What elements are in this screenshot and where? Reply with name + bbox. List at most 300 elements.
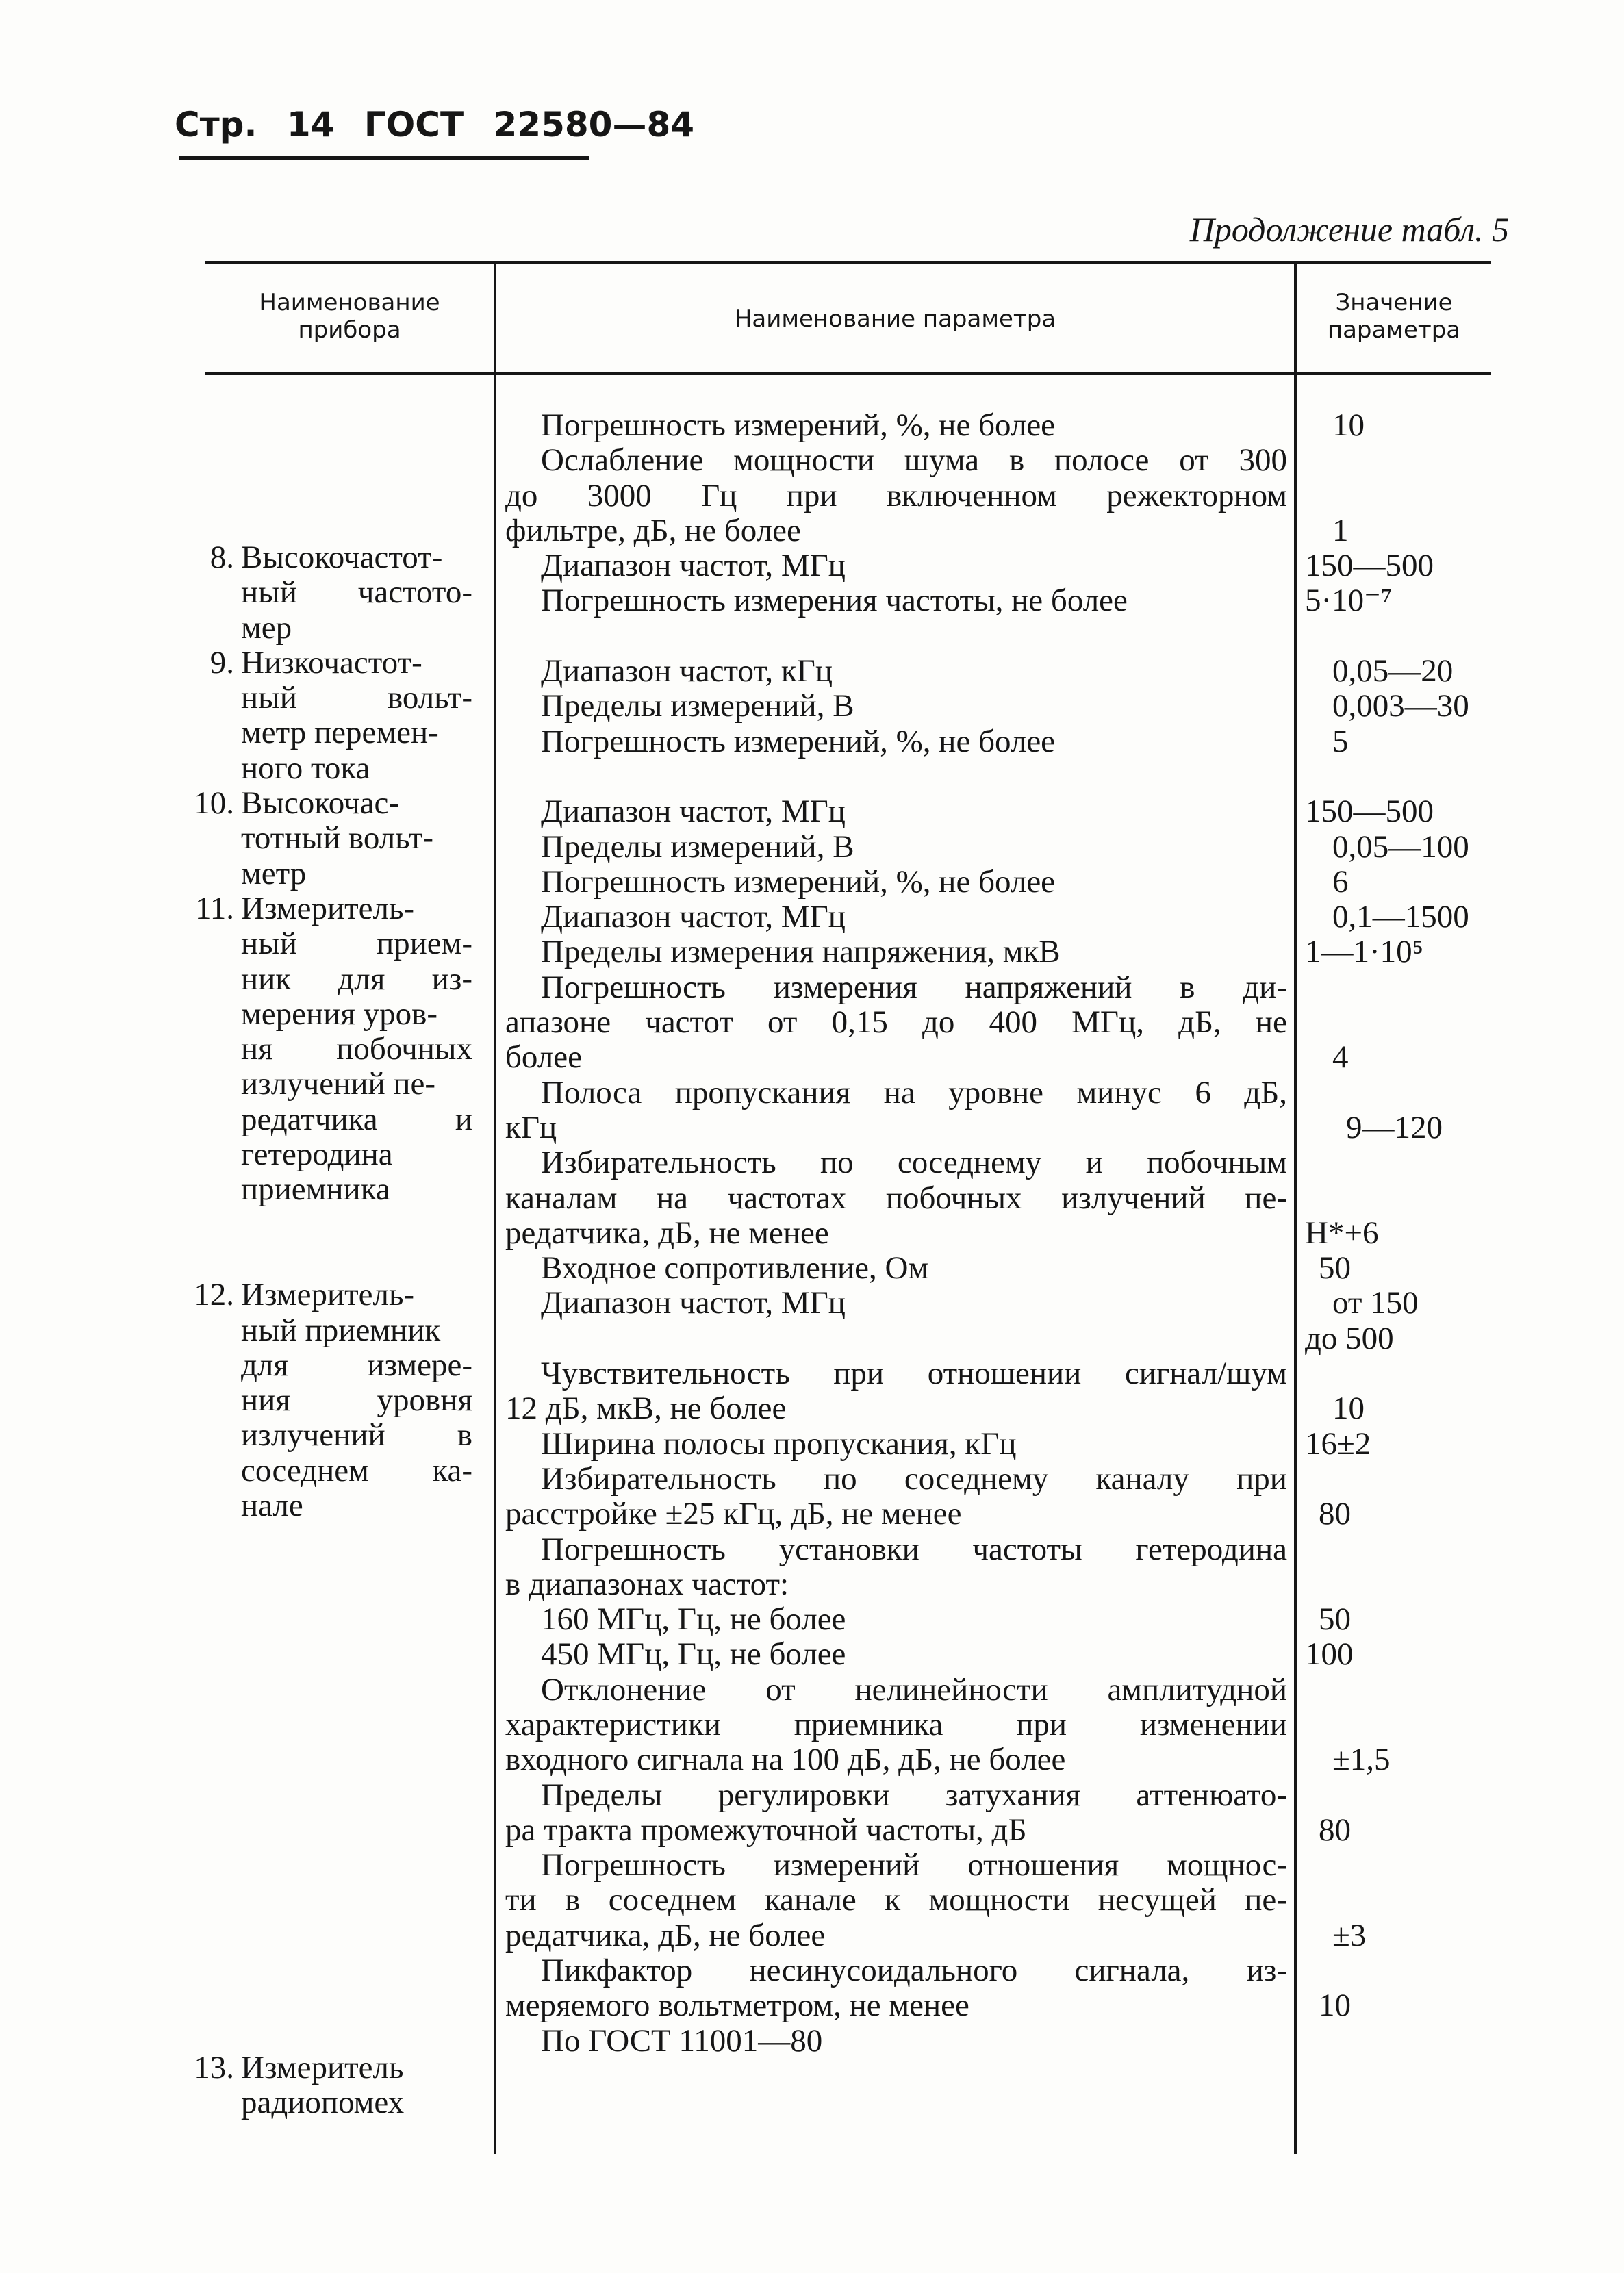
word: пропускания xyxy=(674,1074,851,1110)
device-name-line xyxy=(185,962,472,997)
parameter-line xyxy=(505,1145,1287,1180)
device-name-line xyxy=(185,1067,472,1102)
parameter-value: 0,1—1500 xyxy=(1332,899,1469,935)
device-name-line xyxy=(185,2050,472,2085)
word: ный xyxy=(241,574,297,611)
parameter-value xyxy=(1305,619,1497,654)
device-name-line xyxy=(185,1523,472,1558)
word: Ослабление xyxy=(541,442,704,479)
device-name-line xyxy=(185,1805,472,1840)
device-name-line xyxy=(185,856,472,891)
device-name-line xyxy=(185,1875,472,1909)
word: мощности xyxy=(733,442,874,479)
parameter-value: 150—500 xyxy=(1305,793,1434,830)
word: в xyxy=(1008,442,1025,479)
page-number: 14 xyxy=(286,105,335,144)
word: соседнему xyxy=(904,1460,1049,1497)
device-name-line xyxy=(185,540,472,575)
device-name-text: излучений пе- xyxy=(241,1066,436,1102)
parameter-line: Погрешность измерения частоты, не более xyxy=(541,583,1128,619)
parameter-line: 12 дБ, мкВ, не более xyxy=(505,1391,787,1427)
word: Избирательность xyxy=(541,1145,776,1181)
device-name-line xyxy=(185,751,472,786)
word: 3000 xyxy=(587,477,652,513)
word: канале xyxy=(765,1882,857,1918)
parameter-value: 1—1·10⁵ xyxy=(1305,934,1424,970)
device-name-line xyxy=(185,1664,472,1699)
device-name-line xyxy=(185,646,472,681)
device-name-line xyxy=(185,1243,472,1278)
parameter-value xyxy=(1305,970,1497,1005)
device-name-line xyxy=(185,1734,472,1769)
parameter-value xyxy=(1305,1953,1497,1988)
device-name-text: метр перемен- xyxy=(241,715,439,751)
parameter-line xyxy=(505,1883,1287,1918)
word: ка- xyxy=(432,1452,472,1488)
device-name-line xyxy=(185,891,472,926)
device-name-text: гетеродина xyxy=(241,1136,393,1173)
device-name-text xyxy=(185,1453,472,1488)
word: по xyxy=(820,1145,854,1181)
word: несинусоидального xyxy=(749,1953,1018,1989)
word: приемника xyxy=(794,1706,943,1742)
word: частото- xyxy=(357,574,472,611)
device-number: 11. xyxy=(194,890,234,926)
word: частотах xyxy=(727,1180,847,1216)
parameter-value: 80 xyxy=(1319,1812,1351,1848)
device-name-line xyxy=(185,1945,472,1980)
word: гетеродина xyxy=(1135,1531,1287,1567)
device-name-line xyxy=(185,1418,472,1453)
word: частоты xyxy=(972,1531,1082,1567)
parameter-value: 9—120 xyxy=(1346,1109,1443,1145)
parameter-line: Пределы измерений, В xyxy=(541,828,854,865)
parameter-value: 5·10⁻⁷ xyxy=(1305,583,1393,619)
parameter-value xyxy=(1305,1076,1497,1110)
header-device-name xyxy=(205,289,494,344)
column-divider-left xyxy=(494,264,496,2154)
word: излучений xyxy=(241,1417,385,1453)
word: затухания xyxy=(945,1777,1081,1813)
word: ня xyxy=(241,1031,273,1067)
word: от xyxy=(765,1671,796,1707)
word: измере- xyxy=(367,1347,472,1383)
word: напряжений xyxy=(965,969,1132,1005)
parameter-line xyxy=(505,1848,1287,1883)
device-name-text: метр xyxy=(241,855,307,891)
word: ти xyxy=(505,1882,537,1918)
parameter-line xyxy=(505,1005,1287,1040)
word: вольт- xyxy=(387,680,472,716)
parameter-line: Диапазон частот, МГц xyxy=(541,793,846,830)
parameter-value: 10 xyxy=(1332,407,1365,443)
parameter-value: 6 xyxy=(1332,863,1349,900)
parameter-value: 5 xyxy=(1332,723,1349,759)
word: от xyxy=(1179,442,1209,479)
word: по xyxy=(823,1460,857,1497)
parameter-line xyxy=(505,1356,1287,1391)
parameter-value: 50 xyxy=(1319,1250,1351,1286)
parameter-line: Диапазон частот, МГц xyxy=(541,548,846,584)
device-name-line xyxy=(185,1313,472,1348)
header-parameter-name-text: Наименование параметра xyxy=(734,305,1056,333)
parameter-value: до 500 xyxy=(1305,1320,1394,1356)
parameter-value: 10 xyxy=(1319,1988,1351,2024)
device-name-line xyxy=(185,1453,472,1488)
parameter-value xyxy=(1305,1462,1497,1497)
device-name-line xyxy=(185,997,472,1032)
device-name-line xyxy=(185,1980,472,2015)
word: прием- xyxy=(376,926,472,962)
word: в xyxy=(1180,969,1195,1005)
device-name-column xyxy=(185,540,472,2120)
word: ный xyxy=(241,680,297,716)
word: Погрешность xyxy=(541,969,726,1005)
parameter-value xyxy=(1305,443,1497,478)
device-name-line xyxy=(185,1488,472,1523)
header-device-name-line: прибора xyxy=(298,316,401,344)
table-top-rule xyxy=(205,261,1491,264)
device-number: 9. xyxy=(210,644,234,681)
word: уровне xyxy=(948,1074,1043,1110)
word: 6 xyxy=(1195,1074,1211,1110)
device-name-line xyxy=(185,2015,472,2050)
device-name-line xyxy=(185,1559,472,1594)
word: измерения xyxy=(773,969,917,1005)
device-name-text: мер xyxy=(241,609,292,646)
word: для xyxy=(338,961,385,997)
parameter-line: По ГОСТ 11001—80 xyxy=(541,2022,823,2059)
word: Полоса xyxy=(541,1074,642,1110)
word: сигнал/шум xyxy=(1124,1356,1287,1392)
parameter-value xyxy=(1305,1005,1497,1040)
parameter-line xyxy=(505,1707,1287,1742)
header-parameter-value-line: параметра xyxy=(1327,316,1461,344)
parameter-line xyxy=(505,1532,1287,1567)
device-name-text: ный приемник xyxy=(241,1312,441,1348)
device-name-line xyxy=(185,1102,472,1137)
device-name-line xyxy=(185,1348,472,1383)
parameter-value: 50 xyxy=(1319,1601,1351,1638)
word: побочным xyxy=(1147,1145,1287,1181)
parameter-value: 150—500 xyxy=(1305,548,1434,584)
device-name-line xyxy=(185,1278,472,1312)
word: редатчика xyxy=(241,1101,378,1137)
device-name-line xyxy=(185,821,472,856)
parameter-line: Диапазон частот, кГц xyxy=(541,653,833,689)
word: к xyxy=(885,1882,901,1918)
word: Пределы xyxy=(541,1777,663,1813)
parameter-line: в диапазонах частот: xyxy=(505,1566,789,1602)
parameter-value: ±3 xyxy=(1332,1917,1367,1953)
device-name-text xyxy=(185,681,472,715)
parameter-line xyxy=(505,759,1287,794)
parameter-value xyxy=(1305,1145,1497,1180)
word: побочных xyxy=(336,1031,472,1067)
parameter-line xyxy=(505,1076,1287,1110)
word: режекторном xyxy=(1106,477,1287,513)
word: каналам xyxy=(505,1180,618,1216)
parameter-value: 4 xyxy=(1332,1039,1349,1076)
device-name-line xyxy=(185,2085,472,2120)
word: 400 xyxy=(989,1004,1037,1041)
device-name-line xyxy=(185,611,472,646)
parameter-line: ра тракта промежуточной частоты, дБ xyxy=(505,1812,1027,1848)
device-name-text: радиопомех xyxy=(241,2085,405,2121)
device-name-line xyxy=(185,1383,472,1418)
parameter-line: Погрешность измерений, %, не более xyxy=(541,863,1056,900)
word: регулировки xyxy=(718,1777,890,1813)
word: соседнему xyxy=(897,1145,1042,1181)
device-name-text: Высокочас- xyxy=(241,785,400,822)
device-name-text: тотный вольт- xyxy=(241,820,434,856)
parameter-value: 0,003—30 xyxy=(1332,688,1469,724)
word: пе- xyxy=(1245,1180,1287,1216)
parameter-value xyxy=(1305,1532,1497,1567)
parameter-value: 100 xyxy=(1305,1636,1354,1673)
word: побочных xyxy=(885,1180,1022,1216)
parameter-value xyxy=(1305,1567,1497,1602)
device-name-text xyxy=(185,926,472,961)
word: от xyxy=(767,1004,798,1041)
parameter-value xyxy=(1305,479,1497,513)
device-name-line xyxy=(185,1840,472,1875)
word: дБ, xyxy=(1178,1004,1221,1041)
parameter-name-column xyxy=(505,408,1287,2059)
word: амплитудной xyxy=(1107,1671,1287,1707)
word: в xyxy=(565,1882,581,1918)
word: Гц xyxy=(701,477,737,513)
device-name-line xyxy=(185,1208,472,1243)
word: в xyxy=(457,1417,472,1453)
word: установки xyxy=(778,1531,919,1567)
word: не xyxy=(1255,1004,1287,1041)
parameter-line: Ширина полосы пропускания, кГц xyxy=(541,1425,1017,1462)
word: полосе xyxy=(1054,442,1150,479)
parameter-line xyxy=(505,1953,1287,1988)
word: уровня xyxy=(377,1382,472,1419)
parameter-value xyxy=(1305,1673,1497,1707)
word: нелинейности xyxy=(854,1671,1048,1707)
parameter-line: расстройке ±25 кГц, дБ, не менее xyxy=(505,1496,962,1532)
parameter-line: 160 МГц, Гц, не более xyxy=(541,1601,846,1638)
word: и xyxy=(1085,1145,1103,1181)
device-name-text: нале xyxy=(241,1488,303,1524)
parameter-line: Диапазон частот, МГц xyxy=(541,899,846,935)
device-name-line xyxy=(185,1032,472,1067)
word: Погрешность xyxy=(541,1847,726,1883)
parameter-value: 80 xyxy=(1319,1496,1351,1532)
header-parameter-name xyxy=(496,305,1294,333)
word: измерений xyxy=(773,1847,920,1883)
device-name-text: Низкочастот- xyxy=(241,644,422,681)
word: до xyxy=(922,1004,955,1041)
word: ный xyxy=(241,926,297,962)
parameter-value xyxy=(1305,1883,1497,1918)
parameter-line xyxy=(505,1321,1287,1356)
header-underline xyxy=(179,156,589,160)
device-name-line xyxy=(185,715,472,750)
device-number: 10. xyxy=(194,785,234,822)
parameter-value-column xyxy=(1305,408,1497,2059)
word: на xyxy=(657,1180,689,1216)
device-name-line xyxy=(185,1629,472,1664)
word: до xyxy=(505,477,538,513)
header-parameter-value-line: Значение xyxy=(1335,289,1453,316)
word: включенном xyxy=(886,477,1057,513)
word: 0,15 xyxy=(831,1004,888,1041)
device-name-line xyxy=(185,1910,472,1945)
device-name-line xyxy=(185,1172,472,1207)
word: при xyxy=(833,1356,885,1392)
parameter-value: ±1,5 xyxy=(1332,1742,1391,1778)
word: 300 xyxy=(1239,442,1287,479)
device-name-line xyxy=(185,575,472,610)
word: Избирательность xyxy=(541,1460,776,1497)
device-name-text xyxy=(185,1102,472,1137)
parameter-line xyxy=(505,443,1287,478)
device-name-text: Измеритель xyxy=(241,2049,404,2085)
parameter-line: редатчика, дБ, не менее xyxy=(505,1215,829,1251)
parameter-line xyxy=(505,1462,1287,1497)
word: Пикфактор xyxy=(541,1953,693,1989)
device-number: 13. xyxy=(194,2049,234,2085)
device-name-line xyxy=(185,786,472,821)
parameter-value xyxy=(1305,1356,1497,1391)
word: мощнос- xyxy=(1167,1847,1287,1883)
parameter-value: Н*+6 xyxy=(1305,1215,1379,1251)
device-number: 12. xyxy=(194,1277,234,1313)
word: частот xyxy=(645,1004,733,1041)
column-divider-right xyxy=(1294,264,1297,2154)
device-name-text xyxy=(185,1383,472,1418)
parameter-line xyxy=(505,619,1287,654)
parameter-line: меряемого вольтметром, не менее xyxy=(505,1988,969,2024)
device-name-text xyxy=(185,575,472,610)
parameter-line: Диапазон частот, МГц xyxy=(541,1285,846,1321)
word: Отклонение xyxy=(541,1671,707,1707)
device-name-line xyxy=(185,926,472,961)
word: характеристики xyxy=(505,1706,721,1742)
parameter-value xyxy=(1305,1848,1497,1883)
parameter-value: 0,05—100 xyxy=(1332,828,1469,865)
word: из- xyxy=(431,961,472,997)
parameter-line xyxy=(505,479,1287,513)
parameter-value: от 150 xyxy=(1332,1285,1419,1321)
standard-number: 22580—84 xyxy=(493,105,695,144)
word: мощности xyxy=(928,1882,1070,1918)
word: МГц, xyxy=(1071,1004,1144,1041)
word: шума xyxy=(904,442,980,479)
device-name-text xyxy=(185,962,472,997)
word: ник xyxy=(241,961,292,997)
parameter-line: входного сигнала на 100 дБ, дБ, не более xyxy=(505,1742,1066,1778)
word: отношения xyxy=(967,1847,1119,1883)
word: при xyxy=(786,477,837,513)
device-name-line xyxy=(185,1594,472,1629)
word: ния xyxy=(241,1382,290,1419)
parameter-line xyxy=(505,1673,1287,1707)
device-name-text xyxy=(185,1348,472,1383)
parameter-value: 0,05—20 xyxy=(1332,653,1454,689)
parameter-value xyxy=(1305,1778,1497,1813)
parameter-line: фильтре, дБ, не более xyxy=(505,512,801,548)
standard-label: ГОСТ xyxy=(364,105,464,144)
word: излучений xyxy=(1061,1180,1206,1216)
parameter-line: редатчика, дБ, не более xyxy=(505,1917,826,1953)
word: дБ, xyxy=(1244,1074,1287,1110)
word: соседнем xyxy=(608,1882,737,1918)
word: несущей xyxy=(1098,1882,1217,1918)
device-name-text: ного тока xyxy=(241,750,370,786)
parameter-line: Входное сопротивление, Ом xyxy=(541,1250,929,1286)
word: Погрешность xyxy=(541,1531,726,1567)
parameter-value xyxy=(1305,759,1497,794)
word: сигнала, xyxy=(1074,1953,1190,1989)
parameter-line: Погрешность измерений, %, не более xyxy=(541,723,1056,759)
word: каналу xyxy=(1095,1460,1189,1497)
parameter-line: Пределы измерений, В xyxy=(541,688,854,724)
word: при xyxy=(1236,1460,1287,1497)
parameter-value xyxy=(1305,1707,1497,1742)
word: Чувствительность xyxy=(541,1356,790,1392)
word: ди- xyxy=(1243,969,1287,1005)
parameter-value xyxy=(1305,1181,1497,1216)
parameter-line: Погрешность измерений, %, не более xyxy=(541,407,1056,443)
parameter-line: более xyxy=(505,1039,582,1076)
parameter-value: 10 xyxy=(1332,1391,1365,1427)
word: изменении xyxy=(1139,1706,1287,1742)
device-name-line xyxy=(185,681,472,715)
page-header xyxy=(175,104,694,145)
parameter-line: 450 МГц, Гц, не более xyxy=(541,1636,846,1673)
parameter-line: Пределы измерения напряжения, мкВ xyxy=(541,934,1061,970)
page-label: Стр. xyxy=(175,105,257,144)
device-name-text: мерения уров- xyxy=(241,995,437,1032)
word: соседнем xyxy=(241,1452,369,1488)
device-name-text xyxy=(185,1032,472,1067)
parameter-value: 1 xyxy=(1332,512,1349,548)
word: при xyxy=(1016,1706,1067,1742)
device-number: 8. xyxy=(210,539,234,575)
word: на xyxy=(883,1074,915,1110)
table-continuation-label: Продолжение табл. 5 xyxy=(1189,210,1509,249)
device-name-text: Измеритель- xyxy=(241,890,415,926)
word: апазоне xyxy=(505,1004,611,1041)
header-device-name-line: Наименование xyxy=(259,289,440,316)
word: отношении xyxy=(927,1356,1082,1392)
device-name-text xyxy=(185,1418,472,1453)
word: и xyxy=(455,1101,472,1137)
device-name-text: приемника xyxy=(241,1171,390,1208)
device-name-line xyxy=(185,1137,472,1172)
word: аттенюато- xyxy=(1136,1777,1287,1813)
parameter-line: кГц xyxy=(505,1109,557,1145)
word: для xyxy=(241,1347,288,1383)
device-name-line xyxy=(185,1769,472,1804)
word: из- xyxy=(1246,1953,1287,1989)
parameter-line xyxy=(505,1181,1287,1216)
parameter-value xyxy=(1305,2024,1497,2059)
table-header-bottom-rule xyxy=(205,372,1491,375)
header-parameter-value xyxy=(1297,289,1491,344)
word: минус xyxy=(1076,1074,1162,1110)
parameter-value: 16±2 xyxy=(1305,1425,1371,1462)
device-name-text: Высокочастот- xyxy=(241,539,443,575)
word: пе- xyxy=(1245,1882,1287,1918)
device-name-line xyxy=(185,1699,472,1734)
device-name-text: Измеритель- xyxy=(241,1277,415,1313)
